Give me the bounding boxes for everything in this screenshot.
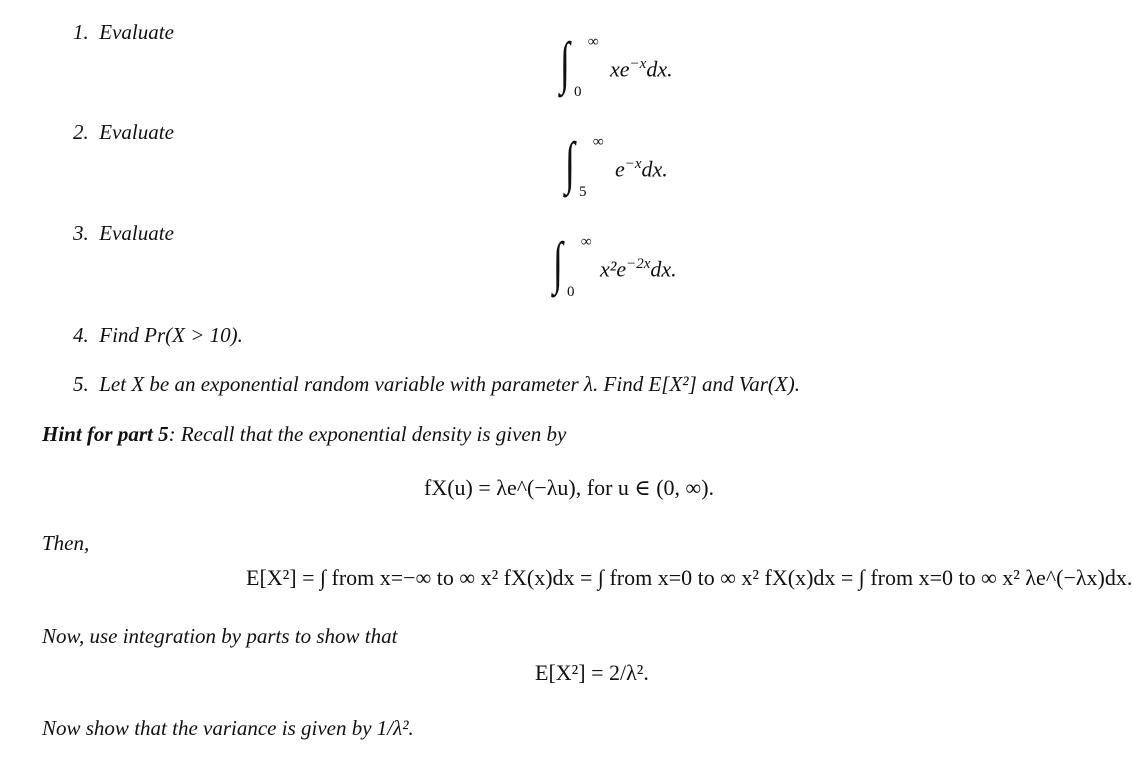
- parts-text: Now, use integration by parts to show that: [42, 624, 398, 648]
- second-moment-result: E[X²] = 2/λ².: [535, 660, 649, 685]
- problem-3-label: 3. Evaluate: [73, 221, 174, 245]
- variance-text: Now show that the variance is given by 1/λ².: [42, 716, 414, 740]
- problem-2-label: 2. Evaluate: [73, 120, 174, 144]
- density-formula: fX(u) = λe^(−λu), for u ∈ (0, ∞).: [424, 475, 715, 500]
- integral-1: ∫ ∞ 0 $xe^{-x}dx$.: [560, 30, 673, 100]
- integral-3: ∫ ∞ 0 $x^2e^{-2x}dx$.: [553, 230, 677, 300]
- problem-5-label: 5. Let X be an exponential random variable with parameter λ. Find E[X²] and Var(X).: [73, 372, 800, 396]
- problem-1-label: 1. Evaluate: [73, 20, 174, 44]
- then-label: Then,: [42, 531, 90, 555]
- problem-4-label: 4. Find Pr(X > 10).: [73, 323, 243, 347]
- hint-line: Hint for part 5: Recall that the exponential density is given by: [42, 422, 567, 446]
- integral-2: ∫ ∞ 5 $e^{-x}dx$.: [565, 130, 668, 200]
- expectation-formula: E[X²] = ∫ from x=−∞ to ∞ x² fX(x)dx = ∫ from x=0 to ∞ x² fX(x)dx = ∫ from x=0 to ∞ x² λe^(−λx)dx.: [246, 565, 1132, 590]
